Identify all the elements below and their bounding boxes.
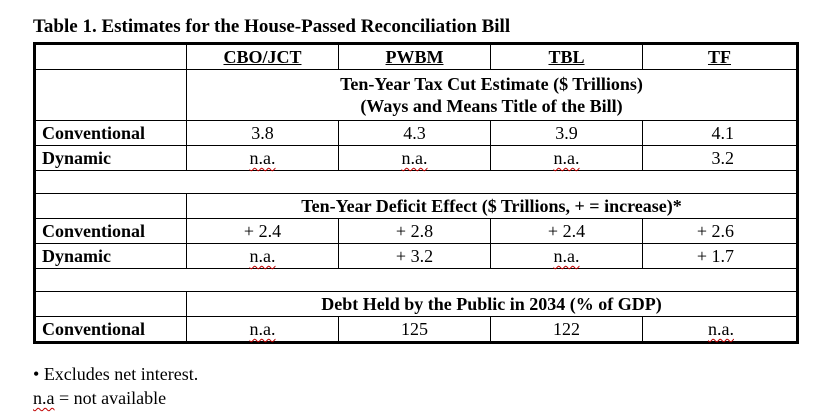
table-row (35, 121, 798, 146)
column-header-tbl: TBL (491, 44, 643, 70)
table-row (35, 244, 798, 269)
section-heading-debt: Debt Held by the Public in 2034 (% of GDP) (187, 292, 798, 317)
na-value: n.a. (553, 246, 580, 266)
row-label: Conventional (35, 317, 187, 343)
row-label: Conventional (35, 121, 187, 146)
column-header-row (35, 44, 798, 70)
table-cell: 125 (339, 317, 491, 343)
row-label: Conventional (35, 219, 187, 244)
spacer-row (35, 269, 798, 292)
table-cell: 122 (491, 317, 643, 343)
section-heading-deficit: Ten-Year Deficit Effect ($ Trillions, + = increase)* (187, 194, 798, 219)
row-label-header (35, 44, 187, 70)
spacer-cell (35, 269, 798, 292)
table-row (35, 219, 798, 244)
table-cell (187, 146, 339, 171)
table-cell (339, 146, 491, 171)
column-header-tf: TF (643, 44, 798, 70)
section-heading-row (35, 194, 798, 219)
table-cell (187, 244, 339, 269)
table-row (35, 317, 798, 343)
column-header-cbo-jct: CBO/JCT (187, 44, 339, 70)
section-heading-tax-cut (187, 70, 798, 121)
spacer-cell (35, 171, 798, 194)
table-cell: + 3.2 (339, 244, 491, 269)
section-label-cell (35, 292, 187, 317)
table-cell: 4.1 (643, 121, 798, 146)
section-heading-line: (Ways and Means Title of the Bill) (360, 96, 623, 116)
table-cell: + 1.7 (643, 244, 798, 269)
na-value: n.a. (708, 319, 734, 339)
note-text: Excludes net interest. (43, 364, 199, 384)
spacer-row (35, 171, 798, 194)
table-row (35, 146, 798, 171)
na-value: n.a. (249, 246, 276, 266)
note-na-definition (33, 386, 198, 410)
row-label: Dynamic (35, 244, 187, 269)
note-text: = not available (54, 388, 167, 408)
table-cell: + 2.8 (339, 219, 491, 244)
table-cell: 4.3 (339, 121, 491, 146)
table-notes (33, 362, 198, 410)
na-value: n.a. (553, 148, 580, 168)
na-value: n.a. (249, 148, 276, 168)
section-label-cell (35, 70, 187, 121)
na-value: n.a. (401, 148, 428, 168)
estimates-table (33, 42, 799, 344)
na-value: n.a. (249, 319, 276, 339)
column-header-pwbm: PWBM (339, 44, 491, 70)
table-cell: + 2.4 (491, 219, 643, 244)
section-heading-row (35, 70, 798, 121)
section-heading-line: Ten-Year Tax Cut Estimate ($ Trillions) (340, 74, 643, 94)
table-cell (491, 146, 643, 171)
table-title: Table 1. Estimates for the House-Passed Reconciliation Bill (33, 16, 511, 37)
table-cell: 3.2 (643, 146, 798, 171)
row-label: Dynamic (35, 146, 187, 171)
note-excludes-interest (33, 362, 198, 386)
table-cell (187, 317, 339, 343)
table-cell: 3.8 (187, 121, 339, 146)
table-cell: + 2.6 (643, 219, 798, 244)
section-label-cell (35, 194, 187, 219)
table-cell: 3.9 (491, 121, 643, 146)
section-heading-row (35, 292, 798, 317)
na-term: n.a (33, 388, 55, 408)
table-cell: + 2.4 (187, 219, 339, 244)
table-cell (643, 317, 798, 343)
bullet-icon: • (33, 364, 40, 384)
table-cell (491, 244, 643, 269)
